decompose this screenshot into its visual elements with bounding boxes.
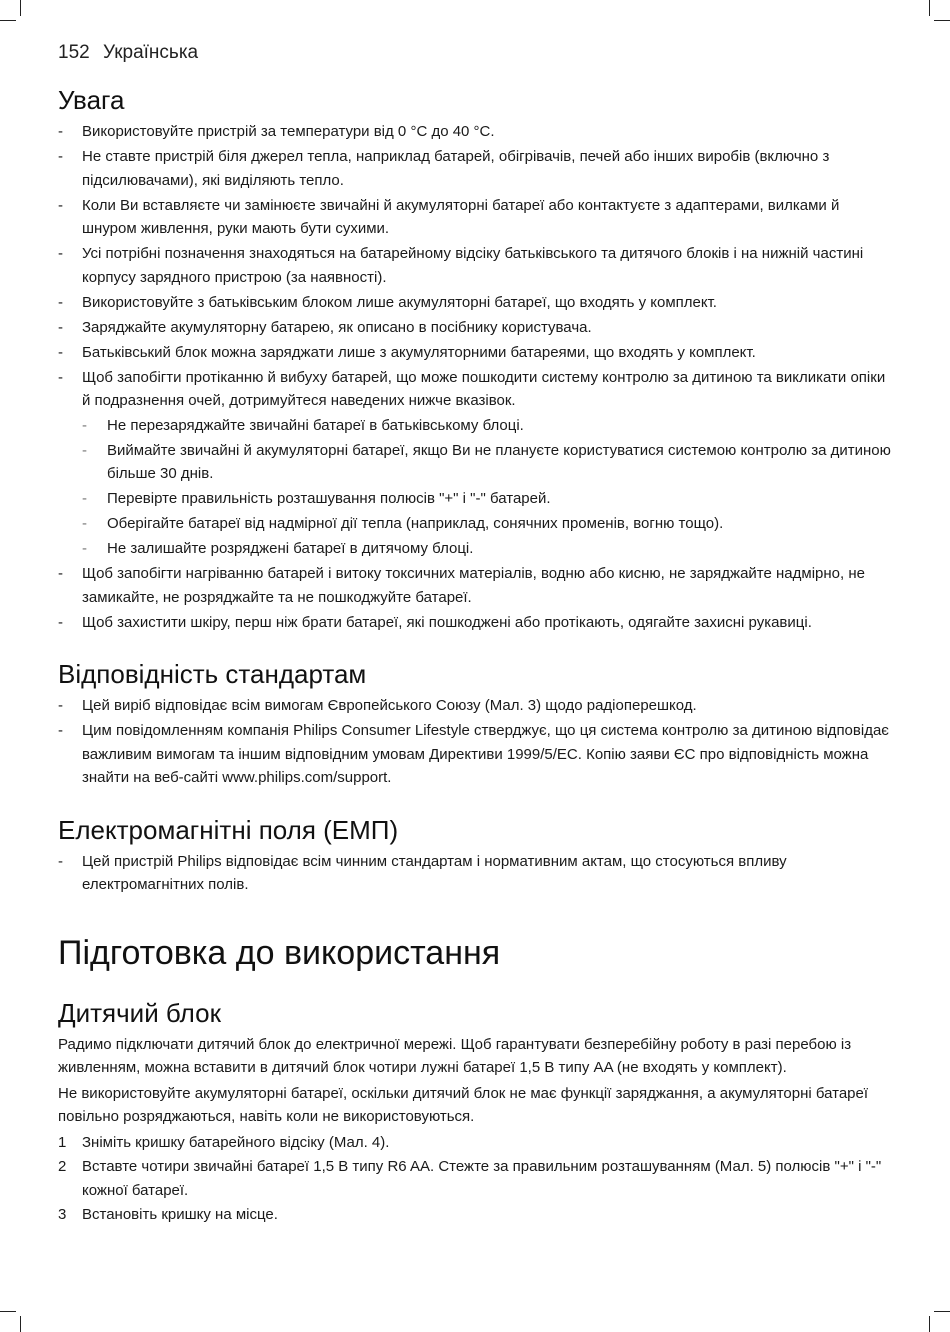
page-language: Українська bbox=[102, 42, 199, 63]
step-item bbox=[58, 1131, 892, 1155]
crop-mark bbox=[20, 1316, 21, 1332]
list-item: - Цим повідомленням компанія Philips Consumer Lifestyle стверджує, що ця система контролю за дитиною відповідає важливим вимогам та іншим відповідним умовам Директиви 1999/5/EC. Копію заяви ЄС про відповідність можна знайти на веб-сайті www.philips.com/support. bbox=[58, 719, 892, 790]
sub-list-item: - Не перезаряджайте звичайні батареї в батьківському блоці. bbox=[82, 414, 892, 438]
step-item bbox=[58, 1155, 892, 1202]
list-item-with-subitems bbox=[58, 366, 892, 561]
crop-mark bbox=[929, 0, 930, 16]
crop-mark bbox=[0, 20, 16, 21]
paragraph: Не використовуйте акумуляторні батареї, оскільки дитячий блок не має функції заряджання, а акумуляторні батареї повільно розряджаються, навіть коли не використовуються. bbox=[58, 1084, 869, 1125]
sub-list-item: - Виймайте звичайні й акумуляторні батареї, якщо Ви не плануєте користуватися системою контролю за дитиною більше 30 днів. bbox=[82, 439, 892, 486]
step-text: Вставте чотири звичайні батареї 1,5 В типу R6 AA. Стежте за правильним розташуванням (Мал. 5) полюсів "+" і "-" кожної батареї. bbox=[82, 1158, 882, 1199]
list-item: - Усі потрібні позначення знаходяться на батарейному відсіку батьківського та дитячого блоків і на нижній частині корпусу зарядного пристрою (за наявності). bbox=[58, 242, 892, 289]
list-item: - Щоб захистити шкіру, перш ніж брати батареї, які пошкоджені або протікають, одягайте захисні рукавиці. bbox=[58, 611, 892, 635]
step-text: Встановіть кришку на місце. bbox=[82, 1206, 278, 1223]
sub-list-item: - Оберігайте батареї від надмірної дії тепла (наприклад, сонячних променів, вогню тощо). bbox=[82, 512, 892, 536]
section-title-compliance: Відповідність стандартам bbox=[58, 659, 367, 689]
page-number: 152 bbox=[58, 42, 90, 63]
page-header bbox=[58, 41, 198, 65]
caution-list bbox=[58, 120, 892, 634]
list-item: - Щоб запобігти нагріванню батарей і витоку токсичних матеріалів, водню або кисню, не заряджайте надмірно, не замикайте, не розряджайте та не пошкоджуйте батареї. bbox=[58, 562, 892, 609]
list-item: - Використовуйте пристрій за температури від 0 °C до 40 °C. bbox=[58, 120, 892, 144]
step-number: 3 bbox=[58, 1206, 67, 1223]
crop-mark bbox=[20, 0, 21, 16]
step-text: Зніміть кришку батарейного відсіку (Мал. 4). bbox=[82, 1133, 390, 1151]
crop-mark bbox=[934, 20, 950, 21]
list-item: - Не ставте пристрій біля джерел тепла, наприклад батарей, обігрівачів, печей або інших виробів (включно з підсилювачами), які виділяють тепло. bbox=[58, 145, 892, 192]
list-item: - Батьківський блок можна заряджати лише з акумуляторними батареями, що входять у комплект. bbox=[58, 341, 892, 365]
emf-list bbox=[58, 850, 892, 897]
page-content bbox=[58, 84, 892, 1228]
crop-mark bbox=[929, 1316, 930, 1332]
list-item: - Цей виріб відповідає всім вимогам Європейського Союзу (Мал. 3) щодо радіоперешкод. bbox=[58, 694, 892, 718]
step-number: 2 bbox=[58, 1158, 67, 1175]
crop-mark bbox=[934, 1311, 950, 1312]
list-item-text: Щоб запобігти протіканню й вибуху батарей, що може пошкодити систему контролю за дитиною та викликати опіки й подразнення очей, дотримуйтеся наведених нижче вказівок. bbox=[82, 368, 886, 409]
compliance-list bbox=[58, 694, 892, 790]
step-item bbox=[58, 1203, 892, 1227]
crop-mark bbox=[0, 1311, 16, 1312]
paragraph: Радимо підключати дитячий блок до електричної мережі. Щоб гарантувати безперебійну роботу в разі перебою із живленням, можна вставити в дитячий блок чотири лужні батареї 1,5 В типу AA (не входять у комплект). bbox=[58, 1035, 852, 1076]
step-number: 1 bbox=[58, 1133, 67, 1151]
chapter-title-preparation: Підготовка до використання bbox=[58, 933, 501, 972]
section-title-emf: Електромагнітні поля (ЕМП) bbox=[58, 814, 399, 845]
steps-list bbox=[58, 1131, 892, 1227]
section-title-baby-unit: Дитячий блок bbox=[58, 997, 221, 1028]
section-title-caution: Увага bbox=[58, 85, 125, 115]
sub-list-item: - Не залишайте розряджені батареї в дитячому блоці. bbox=[82, 537, 892, 561]
list-item: - Використовуйте з батьківським блоком лише акумуляторні батареї, що входять у комплект. bbox=[58, 291, 892, 315]
caution-sublist bbox=[82, 414, 892, 561]
list-item: - Заряджайте акумуляторну батарею, як описано в посібнику користувача. bbox=[58, 316, 892, 340]
sub-list-item: - Перевірте правильність розташування полюсів "+" і "-" батарей. bbox=[82, 487, 892, 511]
list-item: - Коли Ви вставляєте чи замінюєте звичайні й акумуляторні батареї або контактуєте з адаптерами, вилками й шнуром живлення, руки мають бути сухими. bbox=[58, 194, 892, 241]
list-item: - Цей пристрій Philips відповідає всім чинним стандартам і нормативним актам, що стосуються впливу електромагнітних полів. bbox=[58, 850, 892, 897]
